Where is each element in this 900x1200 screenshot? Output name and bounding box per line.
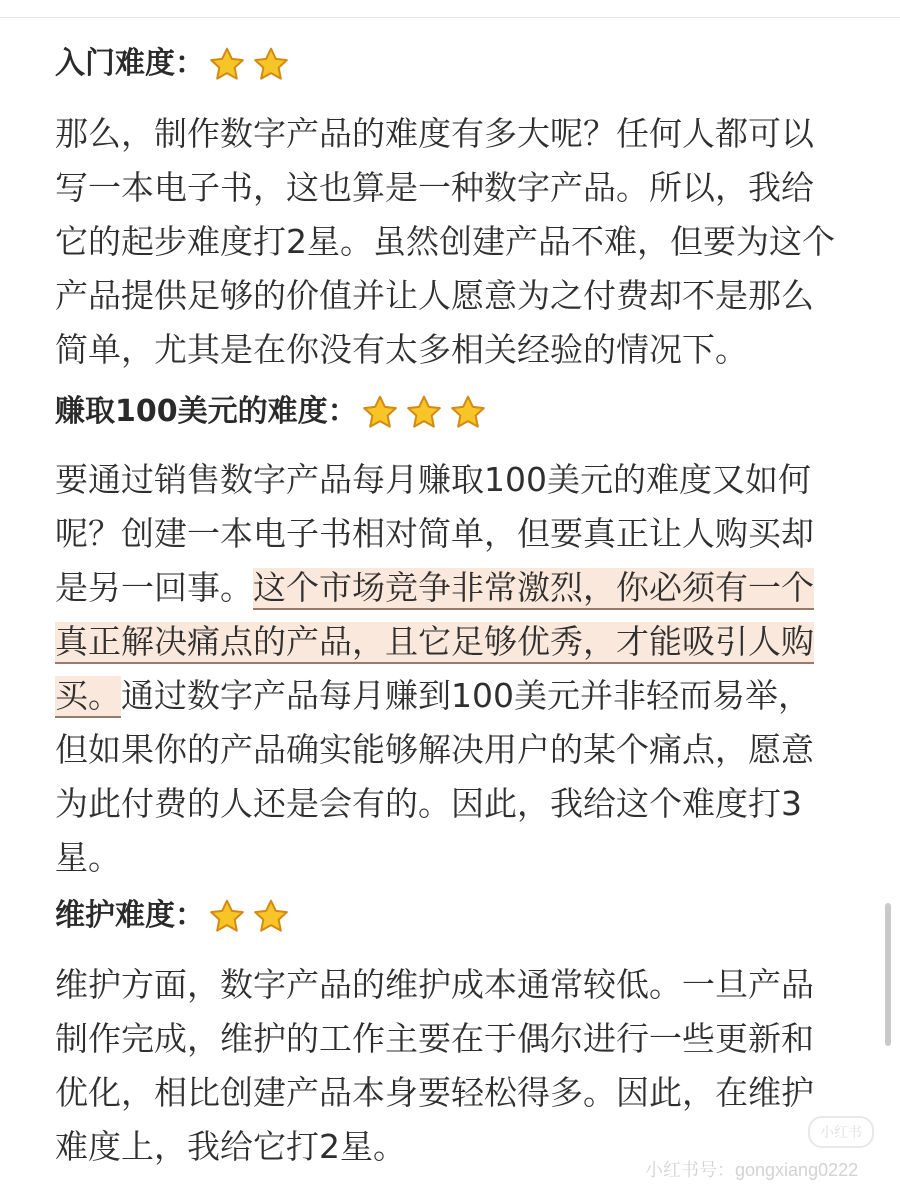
text-line (55, 669, 814, 723)
text-line: 维护方面，数字产品的维护成本通常较低。一旦产品 (55, 965, 814, 1004)
highlighted-text: 真正解决痛点的产品，且它足够优秀，才能吸引人购 (55, 622, 814, 664)
text-line: 为此付费的人还是会有的。因此，我给这个难度打3 (55, 784, 802, 823)
star-icon (207, 45, 247, 85)
star-rating (207, 898, 295, 933)
text-line: 要通过销售数字产品每月赚取100美元的难度又如何 (55, 460, 811, 499)
text-line: 简单，尤其是在你没有太多相关经验的情况下。 (55, 330, 748, 369)
top-divider (0, 17, 900, 18)
text-line: 它的起步难度打2星。虽然创建产品不难，但要为这个 (55, 222, 835, 261)
text-line: 优化，相比创建产品本身要轻松得多。因此，在维护 (55, 1073, 814, 1112)
paragraph-maintenance-difficulty (55, 958, 814, 1174)
star-icon (404, 393, 444, 433)
star-icon (251, 45, 291, 85)
text-line: 写一本电子书，这也算是一种数字产品。所以，我给 (55, 168, 814, 207)
highlighted-text: 买。 (55, 676, 121, 718)
section-heading-entry-difficulty: 入门难度： (55, 44, 295, 85)
paragraph-earn-100-difficulty (55, 453, 814, 885)
section-heading-earn-100-difficulty: 赚取100美元的难度： (55, 392, 492, 433)
text-line: 产品提供足够的价值并让人愿意为之付费却不是那么 (55, 276, 814, 315)
section-heading-maintenance-difficulty: 维护难度： (55, 896, 295, 937)
text-fragment: 通过数字产品每月赚到100美元并非轻而易举， (121, 676, 811, 715)
text-line (55, 561, 814, 615)
star-icon (360, 393, 400, 433)
watermark-user-id: 小红书号：gongxiang0222 (645, 1160, 859, 1180)
text-line: 那么，制作数字产品的难度有多大呢？任何人都可以 (55, 114, 814, 153)
text-line: 难度上，我给它打2星。 (55, 1127, 406, 1166)
star-rating (360, 394, 492, 429)
scrollbar-thumb[interactable] (885, 903, 891, 1046)
text-line: 制作完成，维护的工作主要在于偶尔进行一些更新和 (55, 1019, 814, 1058)
text-line (55, 615, 814, 669)
star-icon (251, 897, 291, 937)
xiaohongshu-logo: 小红书 (808, 1116, 874, 1148)
text-line: 但如果你的产品确实能够解决用户的某个痛点，愿意 (55, 730, 814, 769)
highlighted-text: 这个市场竞争非常激烈，你必须有一个 (253, 568, 814, 610)
text-line: 呢？创建一本电子书相对简单，但要真正让人购买却 (55, 514, 814, 553)
star-rating (207, 46, 295, 81)
paragraph-entry-difficulty (55, 107, 835, 377)
text-line: 星。 (55, 838, 121, 877)
text-fragment: 是另一回事。 (55, 568, 253, 607)
star-icon (207, 897, 247, 937)
star-icon (448, 393, 488, 433)
